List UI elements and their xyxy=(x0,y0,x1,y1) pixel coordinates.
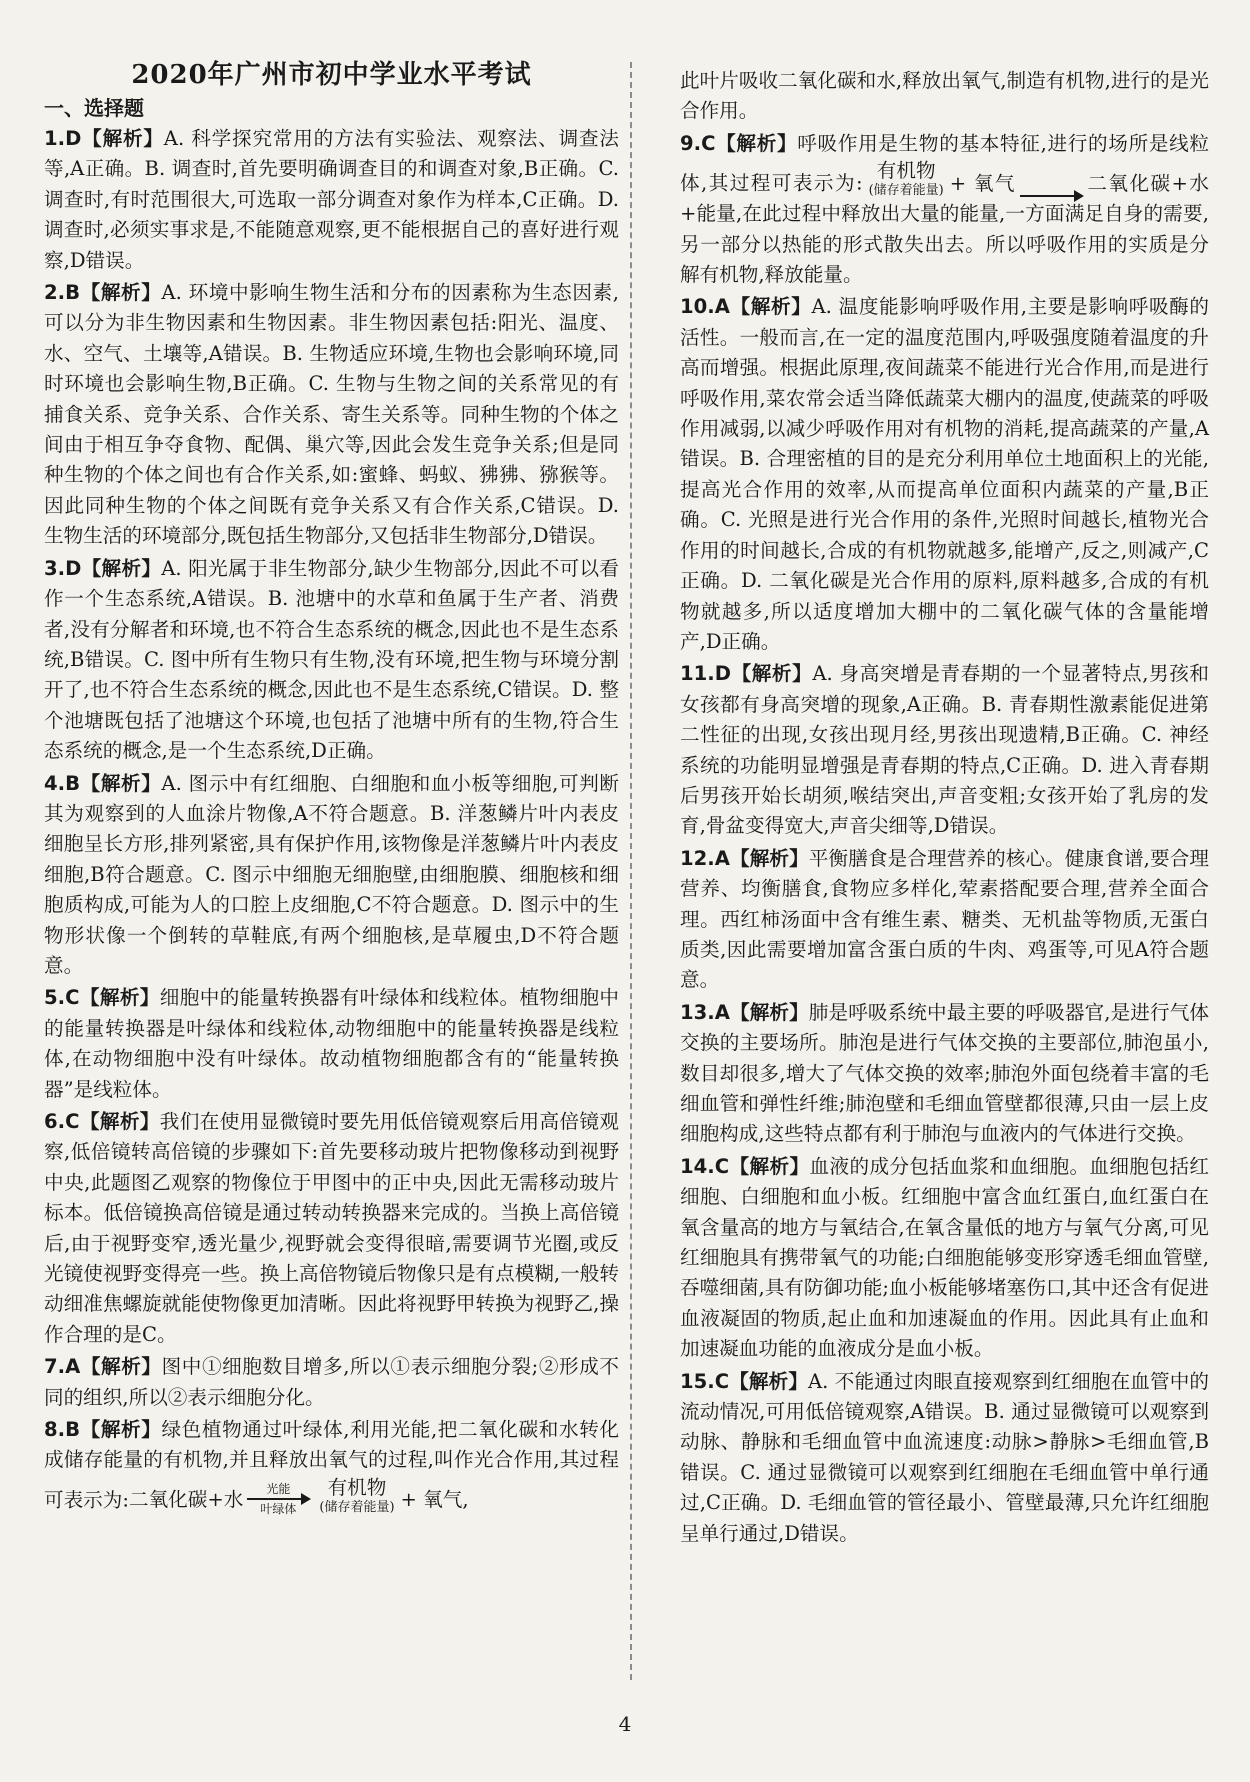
answer-item-7: 7.A【解析】图中①细胞数目增多,所以①表示细胞分裂;②形成不同的组织,所以②表示细胞分化。 xyxy=(44,1355,619,1409)
respiration-equation: 有机物 (储存着能量) + 氧气 二氧化碳+ xyxy=(868,159,1188,199)
answer-item-1: 1.D【解析】A. 科学探究常用的方法有实验法、观察法、调查法等,A正确。B. 调查时,首先要明确调查目的和调查对象,B正确。C. 调查时,有时范围很大,可选取一部分调查对象作为样本,C正确。D. 调查时,必须实事求是,不能随意观察,更不能根据自己的喜好进行观察,D错误。 xyxy=(44,127,619,272)
answer-item-11: 11.D【解析】A. 身高突增是青春期的一个显著特点,男孩和女孩都有身高突增的现象,A正确。B. 青春期性激素能促进第二性征的出现,女孩出现月经,男孩出现遗精,B正确。C. 神经系统的功能明显增强是青春期的特点,C正确。D. 进入青春期后男孩开始长胡须,喉结突出,声音变粗;女孩开始了乳房的发育,骨盆变得宽大,声音尖细等,D错误。 xyxy=(680,662,1210,838)
reaction-arrow: 光能 叶绿体 xyxy=(247,1482,309,1516)
answer-item-3: 3.D【解析】A. 阳光属于非生物部分,缺少生物部分,因此不可以看作一个生态系统,A错误。B. 池塘中的水草和鱼属于生产者、消费者,没有分解者和环境,也不符合生态系统的概念,因此也不是生态系统,B错误。C. 图中所有生物只有生物,没有环境,把生物与环境分割开了,也不符合生态系统的概念,因此也不是生态系统,C错误。D. 整个池塘既包括了池塘这个环境,也包括了池塘中所有的生物,符合生态系统的概念,是一个生态系统,D正确。 xyxy=(44,556,619,763)
item-8-continuation: 此叶片吸收二氧化碳和水,释放出氧气,制造有机物,进行的是光合作用。 xyxy=(680,69,1209,123)
answer-item-5: 5.C【解析】细胞中的能量转换器有叶绿体和线粒体。植物细胞中的能量转换器是叶绿体和线粒体,动物细胞中的能量转换器是线粒体,在动物细胞中没有叶绿体。故动植物细胞都含有的“能量转换器”是线粒体。 xyxy=(44,986,620,1101)
arrow-right-icon xyxy=(1020,195,1082,197)
column-divider xyxy=(630,62,632,1680)
answer-item-9: 9.C【解析】呼吸作用是生物的基本特征,进行的场所是线粒体,其过程可表示为: 有机物 (储存着能量) + 氧气 二氧化碳+水+能量,在此过程中释放出大量的能量,一方面满足自身的需要,另一部分以热能的形式散失出去。所以呼吸作用的实质是分解有机物,释放能量。 xyxy=(680,131,1210,287)
answer-item-6: 6.C【解析】我们在使用显微镜时要先用低倍镜观察后用高倍镜观察,低倍镜转高倍镜的步骤如下:首先要移动玻片把物像移动到视野中央,此题图乙观察的物像位于甲图中的正中央,因此无需移动玻片标本。低倍镜换高倍镜是通过转动转换器来完成的。当换上高倍镜后,由于视野变窄,透光量少,视野就会变得很暗,需要调节光圈,或反光镜使视野变得亮一些。换上高倍物镜后物像只是有点模糊,一般转动细准焦螺旋就能使物像更加清晰。因此将视野甲转换为视野乙,操作合理的是C。 xyxy=(44,1110,620,1346)
page-title: 2020年广州市初中学业水平考试 xyxy=(131,60,532,90)
right-column xyxy=(680,66,1209,1551)
section-heading: 一、选择题 xyxy=(44,96,144,120)
answer-item-14: 14.C【解析】血液的成分包括血浆和血细胞。血细胞包括红细胞、白细胞和血小板。红细胞中富含血红蛋白,血红蛋白在氧含量高的地方与氧结合,在氧含量低的地方与氧气分离,可见红细胞具有携带氧气的功能;白细胞能够变形穿透毛细血管壁,吞噬细菌,具有防御功能;血小板能够堵塞伤口,其中还含有促进血液凝固的物质,起止血和加速凝血的作用。因此具有止血和加速凝血功能的血液成分是血小板。 xyxy=(680,1154,1210,1361)
answer-item-2: 2.B【解析】A. 环境中影响生物生活和分布的因素称为生态因素,可以分为非生物因素和生物因素。非生物因素包括:阳光、温度、水、空气、土壤等,A错误。B. 生物适应环境,生物也会影响环境,同时环境也会影响生物,B正确。C. 生物与生物之间的关系常见的有捕食关系、竞争关系、合作关系、寄生关系等。同种生物的个体之间由于相互争夺食物、配偶、巢穴等,因此会发生竞争关系;但是同种生物的个体之间也有合作关系,如:蜜蜂、蚂蚁、狒狒、猕猴等。因此同种生物的个体之间既有竞争关系又有合作关系,C错误。D. 生物生活的环境部分,既包括生物部分,又包括非生物部分,D错误。 xyxy=(44,281,620,548)
left-column xyxy=(44,58,619,1518)
photosynthesis-equation: 二氧化碳+水 光能 叶绿体 有机物 (储存着能量) + 氧气, xyxy=(128,1475,469,1516)
answer-item-15: 15.C【解析】A. 不能通过肉眼直接观察到红细胞在血管中的流动情况,可用低倍镜观察,A错误。B. 通过显微镜可以观察到动脉、静脉和毛细血管中血流速度:动脉>静脉>毛细血管,B错误。C. 通过显微镜可以观察到红细胞在毛细血管中单行通过,C正确。D. 毛细血管的管径最小、管壁最薄,只允许红细胞呈单行通过,D错误。 xyxy=(680,1369,1209,1545)
page-number: 4 xyxy=(618,1712,632,1736)
answer-item-10: 10.A【解析】A. 温度能影响呼吸作用,主要是影响呼吸酶的活性。一般而言,在一定的温度范围内,呼吸强度随着温度的升高而增强。根据此原理,夜间蔬菜不能进行光合作用,而是进行呼吸作用,菜农常会适当降低蔬菜大棚内的温度,使蔬菜的呼吸作用减弱,以减少呼吸作用对有机物的消耗,提高蔬菜的产量,A错误。B. 合理密植的目的是充分利用单位土地面积上的光能,提高光合作用的效率,从而提高单位面积内蔬菜的产量,B正确。C. 光照是进行光合作用的条件,光照时间越长,植物光合作用的时间越长,合成的有机物就越多,能增产,反之,则减产,C正确。D. 二氧化碳是光合作用的原料,原料越多,合成的有机物就越多,所以适度增加大棚中的二氧化碳气体的含量能增产,D正确。 xyxy=(680,295,1209,653)
answer-item-13: 13.A【解析】肺是呼吸系统中最主要的呼吸器官,是进行气体交换的主要场所。肺泡是进行气体交换的主要部位,肺泡虽小,数目却很多,增大了气体交换的效率;肺泡外面包绕着丰富的毛细血管和弹性纤维;肺泡壁和毛细血管壁都很薄,只由一层上皮细胞构成,这些特点都有利于肺泡与血液内的气体进行交换。 xyxy=(680,1000,1209,1146)
answer-item-8: 8.B【解析】绿色植物通过叶绿体,利用光能,把二氧化碳和水转化成储存能量的有机物,并且释放出氧气的过程,叫作光合作用,其过程可表示为:二氧化碳+水 光能 叶绿体 有机物 (储存着能量) + 氧气, xyxy=(44,1418,620,1516)
answer-item-12: 12.A【解析】平衡膳食是合理营养的核心。健康食谱,要合理营养、均衡膳食,食物应多样化,荤素搭配要合理,营养全面合理。西红柿汤面中含有维生素、糖类、无机盐等物质,无蛋白质类,因此需要增加富含蛋白质的牛肉、鸡蛋等,可见A符合题意。 xyxy=(680,846,1209,992)
arrow-right-icon xyxy=(247,1498,309,1500)
answer-item-4: 4.B【解析】A. 图示中有红细胞、白细胞和血小板等细胞,可判断其为观察到的人血涂片物像,A不符合题意。B. 洋葱鳞片叶内表皮细胞呈长方形,排列紧密,具有保护作用,该物像是洋葱鳞片叶内表皮细胞,B符合题意。C. 图示中细胞无细胞壁,由细胞膜、细胞核和细胞质构成,可能为人的口腔上皮细胞,C不符合题意。D. 图示中的生物形状像一个倒转的草鞋底,有两个细胞核,是草履虫,D不符合题意。 xyxy=(44,771,620,977)
